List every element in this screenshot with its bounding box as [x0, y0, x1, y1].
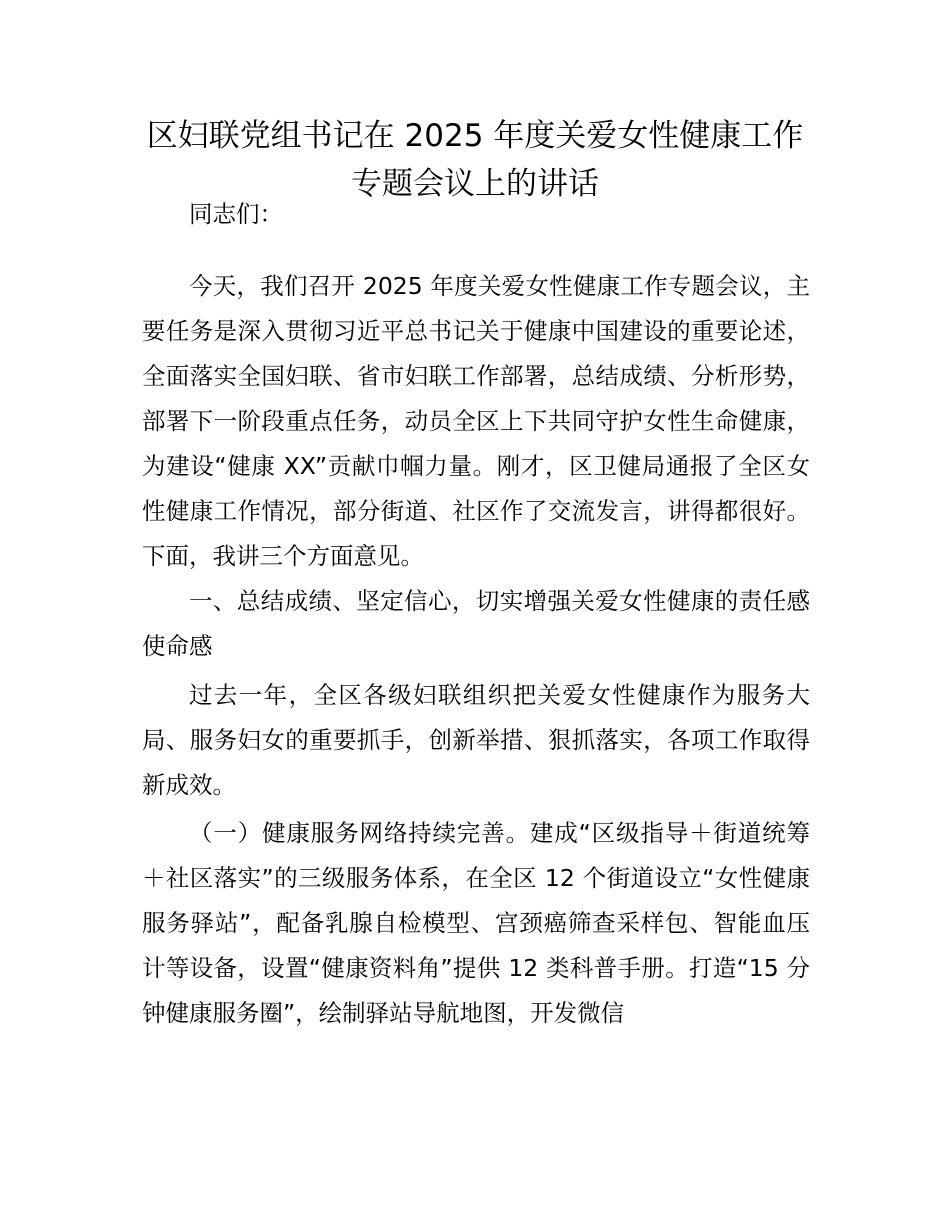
section-heading-1: 一、总结成绩、坚定信心，切实增强关爱女性健康的责任感使命感: [142, 587, 810, 660]
intro-paragraph: 今天，我们召开 2025 年度关爱女性健康工作专题会议，主要任务是深入贯彻习近平总书记关于健康中国建设的重要论述，全面落实全国妇联、省市妇联工作部署，总结成绩、分析形势，部署下一阶段重点任务，动员全区上下共同守护女性生命健康，为建设“健康 XX”贡献巾帼力量。刚才，区卫健局通报了全区女性健康工作情况，部分街道、社区作了交流发言，讲得都很好。下面，我讲三个方面意见。: [142, 272, 810, 570]
review-paragraph: 过去一年，全区各级妇联组织把关爱女性健康作为服务大局、服务妇女的重要抓手，创新举措、狠抓落实，各项工作取得新成效。: [142, 681, 810, 799]
document-title: 区妇联党组书记在 2025 年度关爱女性健康工作专题会议上的讲话: [146, 118, 804, 202]
salutation: 同志们：: [189, 200, 283, 228]
subsection-1-paragraph: （一）健康服务网络持续完善。建成“区级指导＋街道统筹＋社区落实”的三级服务体系，在全区 12 个街道设立“女性健康服务驿站”，配备乳腺自检模型、宫颈癌筛查采样包、智能血压计等设备，设置“健康资料角”提供 12 类科普手册。打造“15 分钟健康服务圈”，绘制驿站导航地图，开发微信: [142, 819, 810, 1027]
